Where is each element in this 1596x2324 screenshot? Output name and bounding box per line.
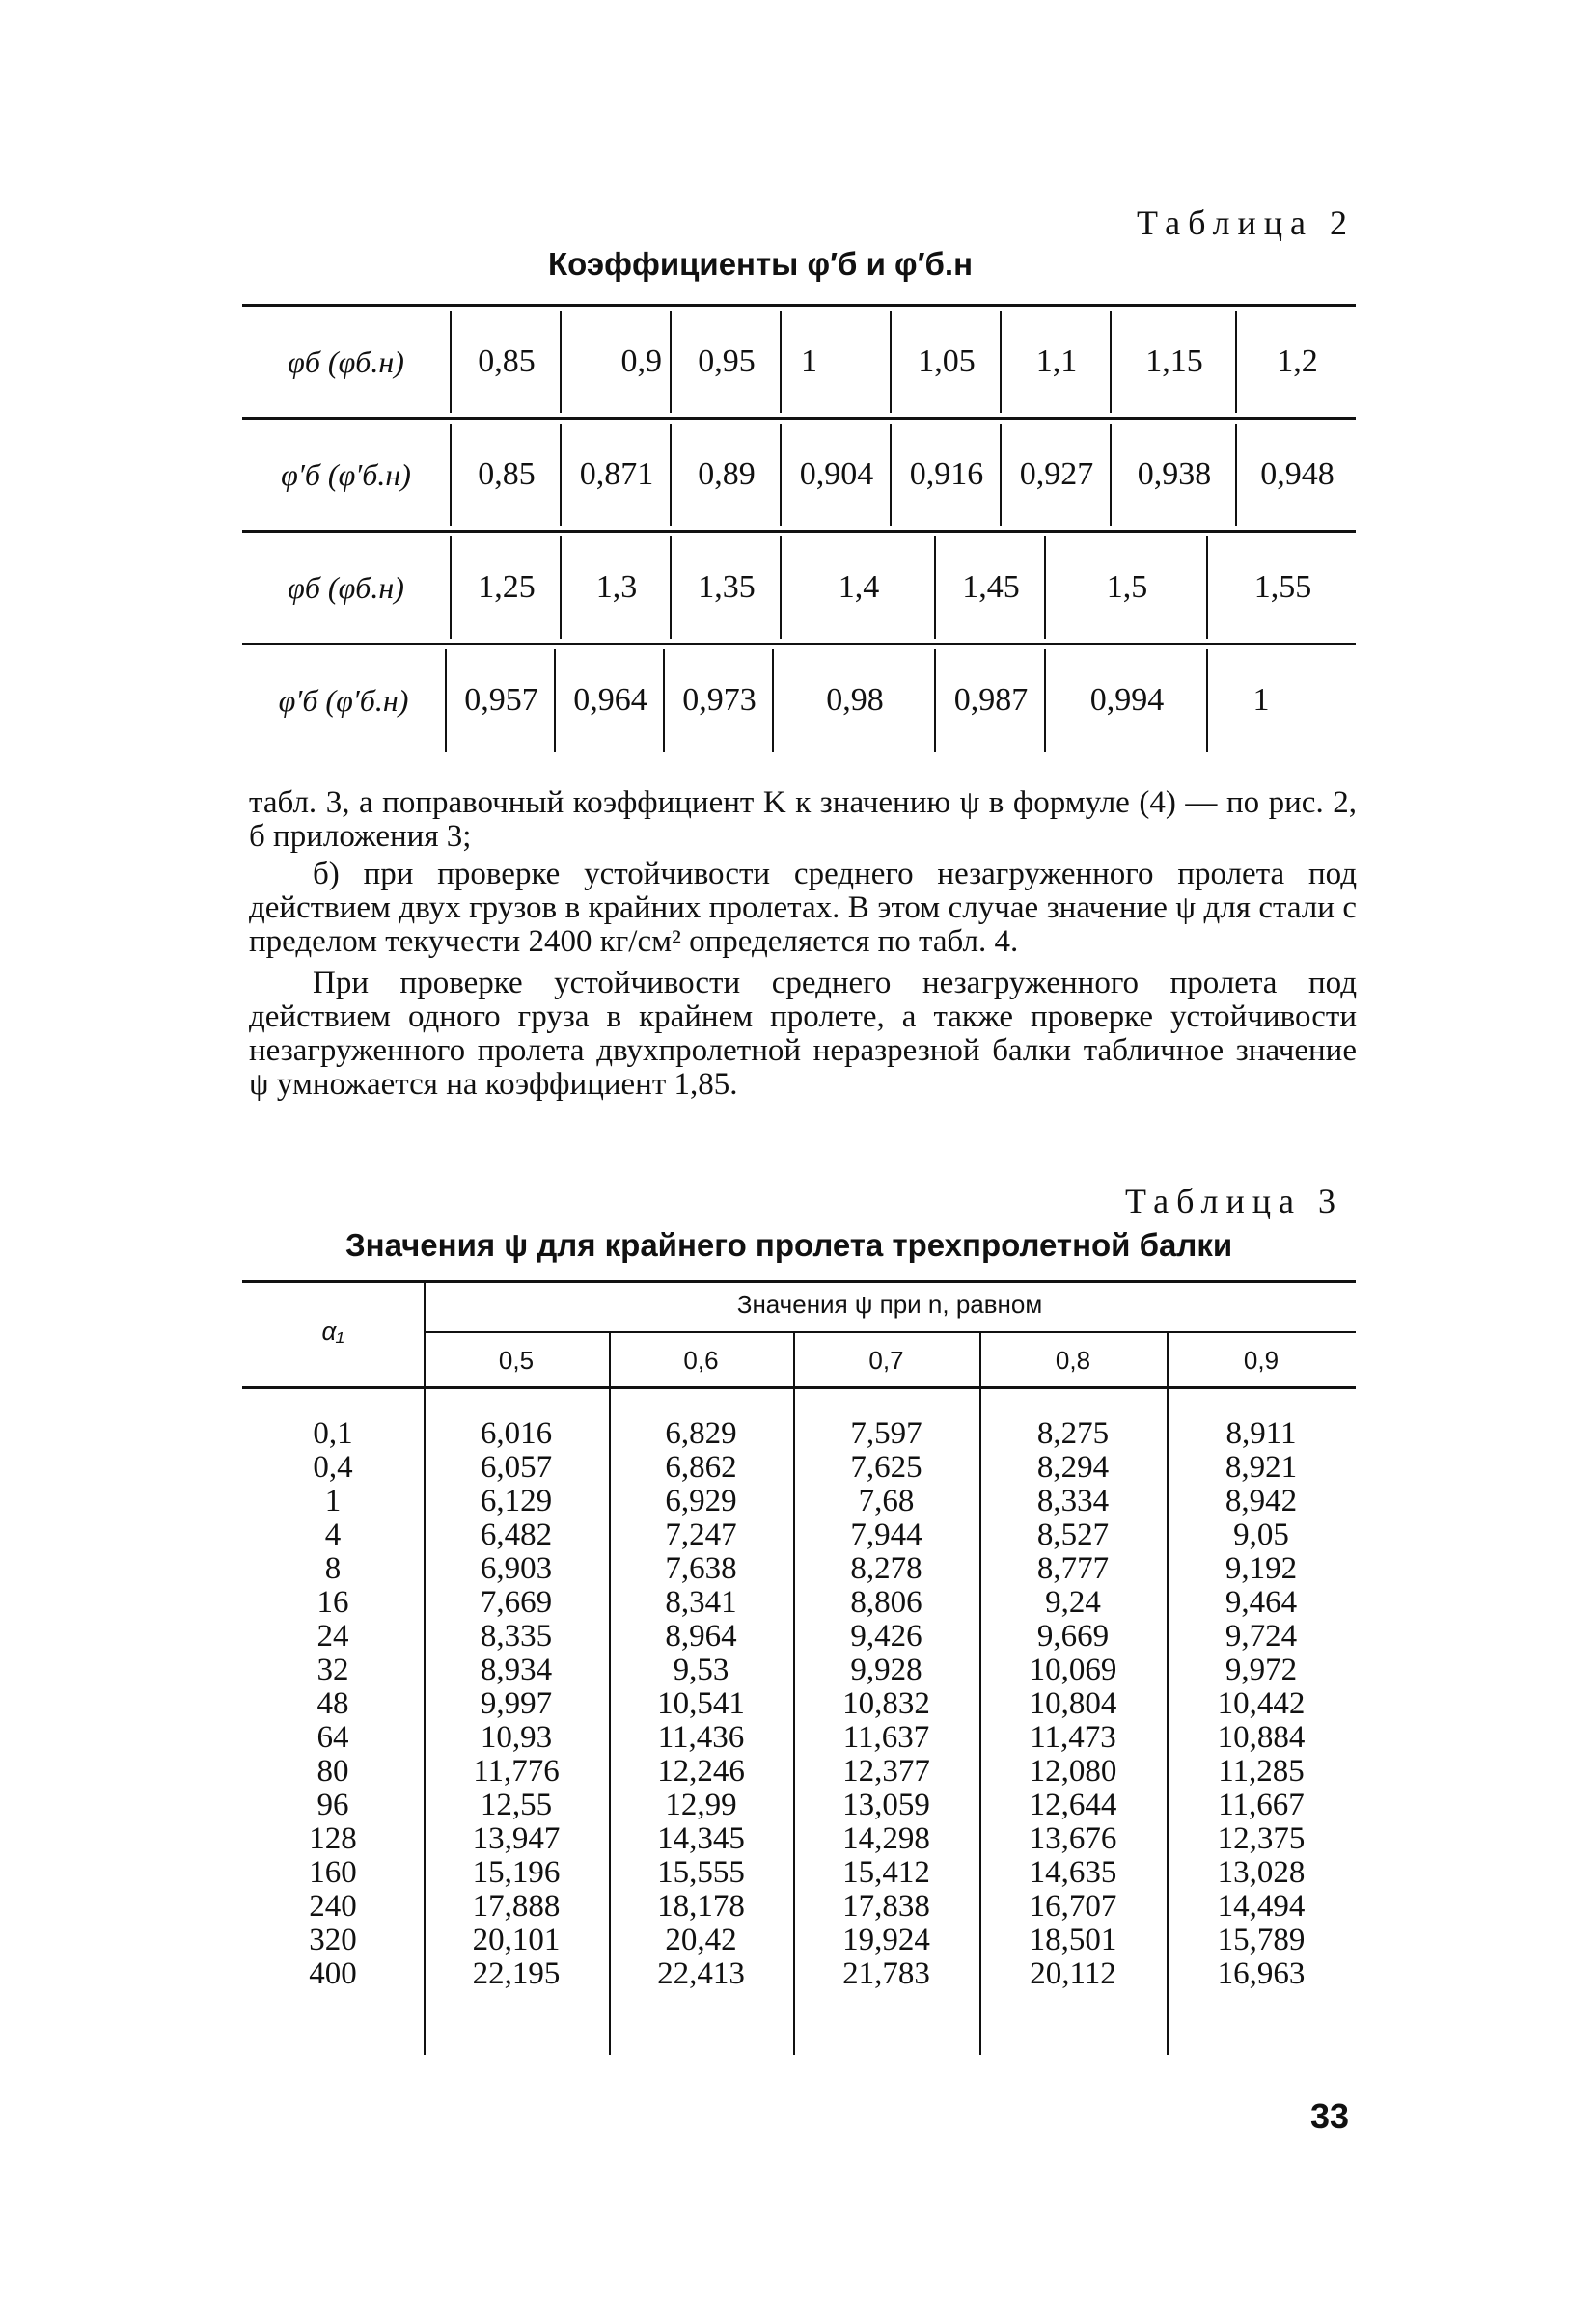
table2-cell: 0,973 [663,649,774,752]
table3-cell: 6,016 [480,1416,553,1451]
table2-cell: 1 [780,311,890,413]
table3-cell: 8,335 [480,1619,553,1654]
table3-col-head: α₁ [321,1317,344,1346]
table3-cell: 13,947 [472,1821,561,1856]
table3-cell: 48 [316,1686,349,1721]
table3-cell: 8,294 [1036,1450,1110,1485]
table3-value-column [1167,1417,1356,1991]
table3-cell: 8 [324,1551,342,1586]
table3-cell: 240 [309,1889,357,1924]
table2-cell: 1,5 [1044,536,1208,639]
table3-cell: 8,275 [1036,1416,1110,1451]
table3-cell: 9,464 [1225,1585,1298,1620]
table3-cell: 9,426 [850,1619,922,1654]
table2-cell: 0,85 [450,311,562,413]
table3-cell: 8,921 [1225,1450,1298,1485]
table3-n-head: 0,6 [683,1346,719,1375]
table3-cell: 9,669 [1036,1619,1110,1654]
table3-cell: 18,501 [1029,1923,1117,1957]
table3-cell: 16,963 [1217,1956,1306,1991]
table3-cell: 9,53 [673,1653,729,1687]
table3-cell: 7,625 [850,1450,922,1485]
table3-cell: 12,375 [1217,1821,1306,1856]
table3-cell: 9,192 [1225,1551,1298,1586]
table3-cell: 15,412 [842,1855,930,1890]
table3-cell: 160 [309,1855,357,1890]
table3-cell: 10,832 [842,1686,930,1721]
table3-cell: 0,4 [313,1450,353,1485]
table2-row-head: φб (φб.н) [288,343,404,379]
table2-row [242,643,1356,755]
table3-cell: 6,129 [480,1484,553,1518]
table3-cell: 12,246 [657,1754,745,1789]
table3-cell: 6,903 [480,1551,553,1586]
table3-cell: 128 [309,1821,357,1856]
table3-cell: 14,494 [1217,1889,1306,1924]
table3-cell: 20,112 [1030,1956,1116,1991]
table3-cell: 7,944 [850,1517,922,1552]
table3-cell: 12,080 [1029,1754,1117,1789]
table3-value-column [609,1417,793,1991]
table3 [242,1280,1356,2062]
table3-cell: 8,777 [1036,1551,1110,1586]
table2-cell: 0,9 [560,311,670,413]
table3-cell: 7,247 [665,1517,737,1552]
table3-cell: 8,964 [665,1619,737,1654]
table3-cell: 18,178 [657,1889,745,1924]
table3-cell: 80 [316,1754,349,1789]
table3-cell: 8,934 [480,1653,553,1687]
table3-cell: 15,555 [657,1855,745,1890]
table2-cell: 0,948 [1235,424,1358,526]
table3-n-head: 0,7 [868,1346,904,1375]
table2-cell: 0,85 [450,424,562,526]
table3-cell: 11,285 [1218,1754,1305,1789]
table3-cell: 11,667 [1218,1788,1305,1822]
table3-cell: 6,829 [665,1416,737,1451]
table3-value-column [793,1417,979,1991]
table3-cell: 6,929 [665,1484,737,1518]
table3-value-column [424,1417,609,1991]
paragraph: При проверке устойчивости среднего незагруженного пролета под действием одного груза в крайнем пролете, а также проверке устойчивости незагруженного пролета двухпролетной неразрезной балки табличное значение ψ умножается на коэффициент 1,85. [249,966,1357,1102]
table2-cell: 1,2 [1235,311,1358,413]
body-text [249,786,1357,1106]
table2-cell: 1 [1206,649,1314,752]
table3-cell: 15,789 [1217,1923,1306,1957]
table2-cell: 1,45 [934,536,1046,639]
table3-cell: 14,345 [657,1821,745,1856]
table3-cell: 1 [324,1484,342,1518]
table2-cell: 1,3 [560,536,672,639]
table3-cell: 8,527 [1036,1517,1110,1552]
table3-cell: 8,334 [1036,1484,1110,1518]
table3-cell: 8,806 [850,1585,922,1620]
table3-cell: 10,442 [1217,1686,1306,1721]
table3-cell: 11,637 [842,1720,930,1755]
table2 [242,304,1356,755]
table3-cell: 10,884 [1217,1720,1306,1755]
table3-cell: 6,482 [480,1517,553,1552]
table2-cell: 0,904 [780,424,892,526]
table3-cell: 6,862 [665,1450,737,1485]
table2-row [242,417,1356,530]
table2-cell: 0,98 [772,649,936,752]
table2-cell: 0,916 [890,424,1002,526]
paragraph: б) при проверке устойчивости среднего незагруженного пролета под действием двух грузов в крайних пролетах. В этом случае значение ψ для стали с пределом текучести 2400 кг/см² определяется по табл. 4. [249,857,1357,959]
table3-cell: 11,436 [657,1720,745,1755]
table3-cell: 17,838 [842,1889,930,1924]
table3-cell: 19,924 [842,1923,930,1957]
table2-cell: 1,4 [780,536,936,639]
table3-cell: 96 [316,1788,349,1822]
table3-group-head: Значения ψ при n, равном [736,1290,1043,1319]
table3-cell: 7,638 [665,1551,737,1586]
table3-cell: 16,707 [1029,1889,1117,1924]
table3-cell: 9,972 [1225,1653,1298,1687]
table2-label: Таблица 2 [1137,204,1355,242]
table3-cell: 16 [316,1585,349,1620]
table2-cell: 0,871 [560,424,672,526]
table2-cell: 0,957 [445,649,556,752]
table2-cell: 0,964 [554,649,665,752]
table2-cell: 0,987 [934,649,1046,752]
table2-cell: 1,05 [890,311,1002,413]
table3-cell: 10,541 [657,1686,745,1721]
table2-cell: 1,1 [1000,311,1112,413]
table3-cell: 13,676 [1029,1821,1117,1856]
table3-cell: 14,298 [842,1821,930,1856]
table2-cell: 0,994 [1044,649,1208,752]
table3-cell: 320 [309,1923,357,1957]
table3-cell: 6,057 [480,1450,553,1485]
table3-cell: 11,473 [1030,1720,1116,1755]
table3-cell: 13,059 [842,1788,930,1822]
table2-row-head: φ′б (φ′б.н) [281,456,411,492]
table3-cell: 7,68 [858,1484,915,1518]
table3-title: Значения ψ для крайнего пролета трехпролетной балки [345,1227,1233,1263]
table2-title: Коэффициенты φ′б и φ′б.н [548,246,974,282]
table3-cell: 22,413 [657,1956,745,1991]
table3-cell: 8,341 [665,1585,737,1620]
table3-cell: 8,942 [1225,1484,1298,1518]
table3-cell: 9,24 [1045,1585,1101,1620]
table3-cell: 4 [324,1517,342,1552]
table2-cell: 0,927 [1000,424,1112,526]
table3-cell: 12,99 [665,1788,737,1822]
table2-cell: 0,95 [670,311,782,413]
table3-cell: 10,069 [1029,1653,1117,1687]
table3-cell: 17,888 [472,1889,561,1924]
table3-cell: 9,724 [1225,1619,1298,1654]
table3-cell: 22,195 [472,1956,561,1991]
table3-n-head: 0,5 [498,1346,535,1375]
table3-cell: 11,776 [473,1754,560,1789]
table3-cell: 21,783 [842,1956,930,1991]
table3-cell: 9,928 [850,1653,922,1687]
table2-row-head: φб (φб.н) [288,569,404,605]
table3-cell: 20,42 [665,1923,737,1957]
table3-cell: 24 [316,1619,349,1654]
table2-cell: 1,25 [450,536,562,639]
table2-cell: 1,35 [670,536,782,639]
table3-cell: 9,997 [480,1686,553,1721]
table3-cell: 10,804 [1029,1686,1117,1721]
table2-row [242,304,1356,417]
table2-cell: 1,55 [1206,536,1358,639]
table3-cell: 12,377 [842,1754,930,1789]
table2-cell: 1,15 [1110,311,1237,413]
table3-cell: 7,669 [480,1585,553,1620]
table3-a1-column [242,1417,424,1991]
table3-cell: 64 [316,1720,349,1755]
table3-cell: 10,93 [480,1720,553,1755]
table3-cell: 7,597 [850,1416,922,1451]
table3-cell: 9,05 [1233,1517,1289,1552]
page-number: 33 [1310,2096,1350,2136]
table3-cell: 0,1 [313,1416,353,1451]
table3-cell: 20,101 [472,1923,561,1957]
table2-cell: 0,89 [670,424,782,526]
table3-label: Таблица 3 [1125,1182,1343,1220]
table3-cell: 8,911 [1225,1416,1297,1451]
table3-cell: 400 [309,1956,357,1991]
table3-cell: 15,196 [472,1855,561,1890]
table3-n-head: 0,8 [1055,1346,1091,1375]
table3-cell: 12,55 [480,1788,553,1822]
table2-row-head: φ′б (φ′б.н) [278,682,409,718]
table3-cell: 14,635 [1029,1855,1117,1890]
table3-cell: 13,028 [1217,1855,1306,1890]
table3-cell: 32 [316,1653,349,1687]
table3-value-column [979,1417,1167,1991]
table3-cell: 12,644 [1029,1788,1117,1822]
table2-row [242,530,1356,643]
table3-n-head: 0,9 [1243,1346,1280,1375]
table2-cell: 0,938 [1110,424,1237,526]
table3-cell: 8,278 [850,1551,922,1586]
paragraph: табл. 3, а поправочный коэффициент K к значению ψ в формуле (4) — по рис. 2, б приложения 3; [249,785,1357,854]
